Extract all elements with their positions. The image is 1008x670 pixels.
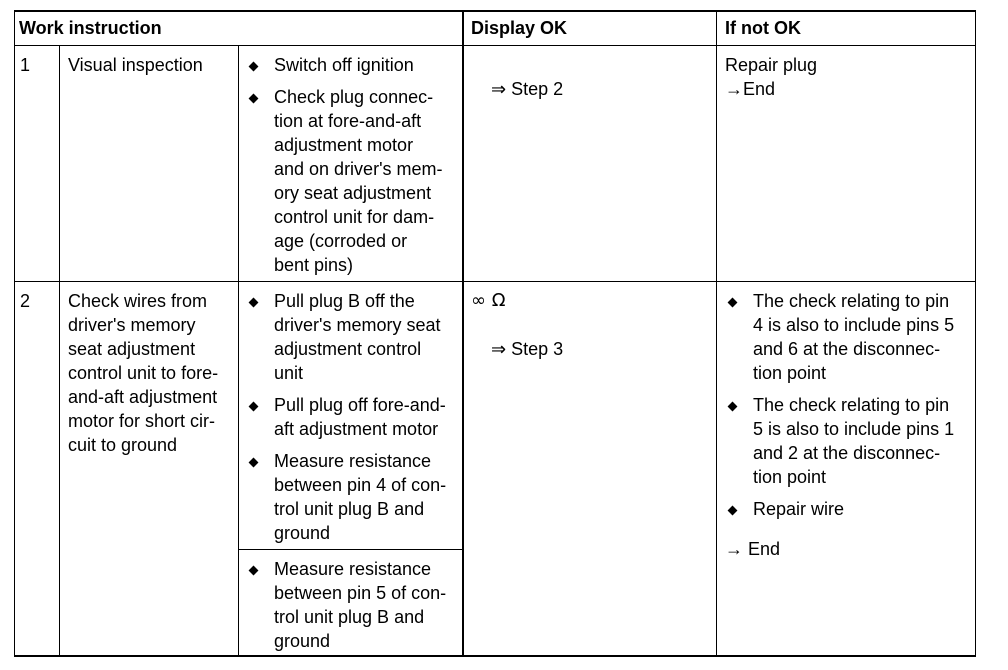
header-work-instruction: Work instruction [19, 18, 162, 38]
column-divider-number [59, 45, 60, 657]
row-1-display-ok: ⇒ Step 2 [491, 79, 564, 100]
table-border-right [975, 10, 976, 657]
bullet-icon [249, 458, 259, 468]
column-divider-if-not-ok [716, 10, 717, 657]
step-divider [238, 549, 463, 550]
row-2-display-ok-value: ∞ Ω [471, 290, 506, 311]
row-1-if-not-ok-line-1: Repair plug [725, 55, 818, 75]
implies-arrow-icon: ⇒ [491, 339, 507, 360]
row-2-if-not-ok-end: → End [725, 539, 781, 559]
header-if-not-ok: If not OK [725, 18, 801, 38]
header-divider [14, 45, 976, 46]
row-divider [14, 281, 976, 282]
row-2-number: 2 [20, 291, 31, 311]
row-1-title: Visual inspection [68, 55, 203, 75]
row-1-number: 1 [20, 55, 31, 75]
row-1-if-not-ok-line-2: →End [725, 79, 776, 99]
bullet-icon [728, 506, 738, 516]
row-2-display-ok: ⇒ Step 3 [491, 339, 564, 360]
row-1-step-1: Switch off ignition [274, 55, 414, 75]
bullet-icon [728, 402, 738, 412]
bullet-icon [728, 298, 738, 308]
table-border-bottom [14, 655, 976, 657]
column-divider-display-ok [462, 10, 464, 657]
row-2-if-not-ok-bullet-3: Repair wire [753, 499, 845, 519]
bullet-icon [249, 62, 259, 72]
column-divider-steps [238, 45, 239, 657]
bullet-icon [249, 566, 259, 576]
table-border-left [14, 10, 15, 657]
bullet-icon [249, 402, 259, 412]
bullet-icon [249, 94, 259, 104]
header-display-ok: Display OK [471, 18, 568, 38]
table-border-top [14, 10, 976, 12]
bullet-icon [249, 298, 259, 308]
work-instruction-table: Work instruction Display OK If not OK 1 Visual inspection Switch off ignition Check plug connec- tion at fore-and-aft adjustment motor and on driver's mem- ory seat adjustment control unit for dam- age (corroded or bent pins) ⇒ Step 2 Repair plug →End 2 Check wires from driver's memory seat adjustment control unit to fore- and-aft adjustment motor for short cir- cuit to ground Pull plug B off the driver's memory seat adjustment control unit Pull plug off fore-and- aft adjustment motor Measure resistance between pin 4 of con- trol unit plug B and ground Measure resistance between pin 5 of con- trol unit plug B and ground ∞ Ω ⇒ Step 3 The check relating to pin 4 is also to include pins 5 and 6 at the disconnec- tion point The check relating to pin 5 is also to include pins 1 and 2 at the disconnec- tion point Repair wire → End [14, 10, 976, 657]
implies-arrow-icon: ⇒ [491, 79, 507, 100]
